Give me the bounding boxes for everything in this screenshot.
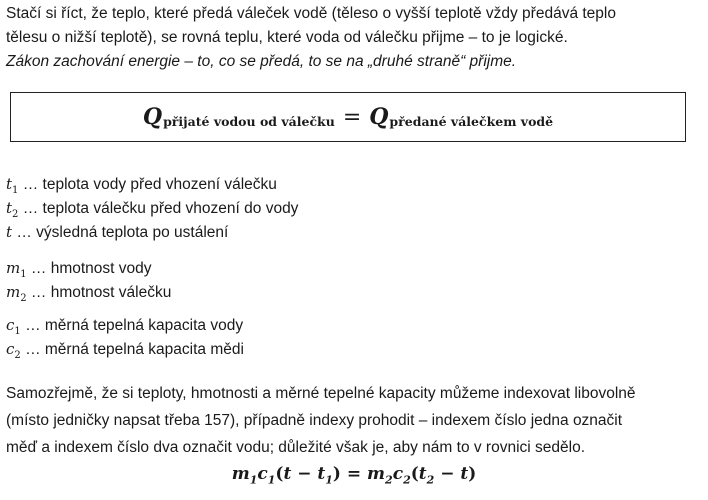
definition-t2: [6, 196, 606, 220]
symbol-c1: $c_1$: [6, 316, 21, 337]
definition-m2-text: … hmotnost válečku: [26, 284, 172, 301]
q-received-subscript: přijaté vodou od válečku: [163, 113, 335, 129]
symbol-m1: $m_1$: [6, 259, 27, 280]
q-received-symbol: Q: [142, 104, 163, 130]
definition-t1-text: … teplota vody před vhození válečku: [18, 176, 277, 193]
definition-m1-text: … hmotnost vody: [26, 260, 152, 277]
equals-sign: =: [342, 104, 362, 130]
definition-c1: [6, 313, 606, 337]
definition-c2: [6, 337, 606, 361]
q-given-symbol: Q: [369, 104, 389, 130]
definition-t1: [6, 172, 606, 196]
outro-line-3: měď a indexem číslo dva označit vodu; důležité však je, aby nám to v rovnici sedělo.: [6, 439, 586, 456]
heat-capacity-definitions: [6, 313, 606, 361]
definition-c2-text: … měrná tepelná kapacita mědi: [20, 341, 244, 358]
intro-line-2: tělesu o nižší teplotě), se rovná teplu, které voda od válečku přijme – to je logické.: [6, 29, 568, 46]
symbol-t1: $t_1$: [6, 175, 19, 196]
intro-paragraph: [6, 2, 702, 74]
outro-line-1: Samozřejmě, že si teploty, hmotnosti a měrné tepelné kapacity můžeme indexovat libovolně: [6, 385, 636, 402]
outro-line-2: (místo jedničky napsat třeba 157), případně indexy prohodit – indexem číslo jedna označit: [6, 412, 623, 429]
temperature-definitions: [6, 172, 606, 244]
outro-paragraph: [6, 380, 702, 461]
mass-definitions: [6, 256, 606, 304]
definition-t2-text: … teplota válečku před vhození do vody: [18, 200, 299, 217]
definition-c1-text: … měrná tepelná kapacita vody: [20, 317, 244, 334]
heat-balance-equation-box: [10, 92, 686, 142]
calorimetric-equation: $m_1c_1(t - t_1) = m_2c_2(t_2 - t)$: [231, 464, 477, 487]
definition-m1: [6, 256, 606, 280]
definition-m2: [6, 280, 606, 304]
symbol-t2: $t_2$: [6, 199, 19, 220]
symbol-c2: $c_2$: [6, 340, 21, 361]
definition-t-text: … výsledná teplota po ustálení: [12, 224, 229, 241]
intro-line-1: Stačí si říct, že teplo, které předá váleček vodě (těleso o vyšší teplotě vždy předává teplo: [6, 5, 616, 22]
symbol-m2: $m_2$: [6, 283, 27, 304]
definition-t: [6, 220, 606, 244]
q-given-subscript: předané válečkem vodě: [389, 113, 554, 129]
intro-line-3: Zákon zachování energie – to, co se předá, to se na „druhé straně“ přijme.: [6, 53, 517, 70]
symbol-t: t: [6, 223, 13, 241]
